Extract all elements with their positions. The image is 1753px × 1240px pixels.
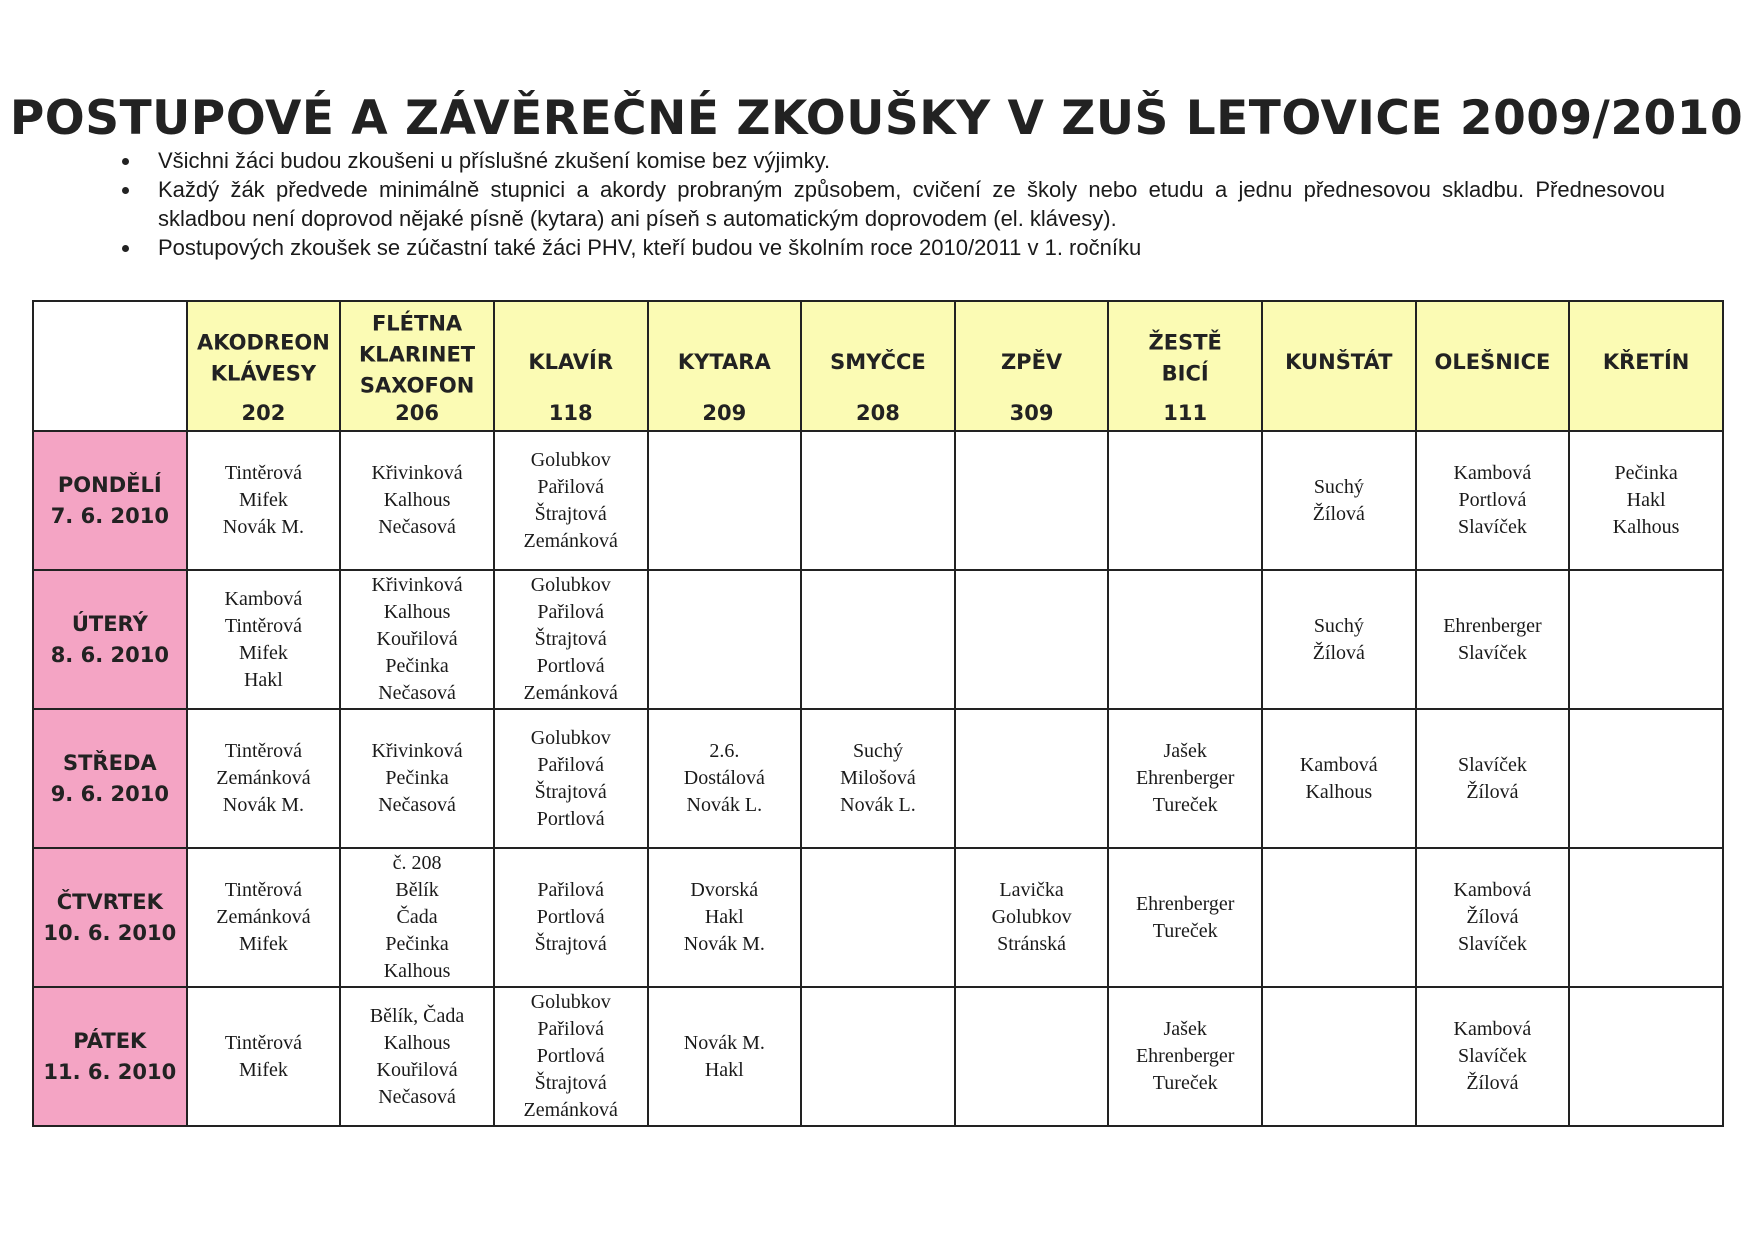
column-header bbox=[1416, 301, 1570, 431]
schedule-cell bbox=[1262, 987, 1416, 1126]
column-name: KŘETÍN bbox=[1602, 349, 1690, 374]
day-name: PÁTEK bbox=[73, 1028, 147, 1053]
teacher-name: Stránská bbox=[997, 933, 1066, 955]
teacher-name: Křivinková bbox=[371, 740, 463, 762]
teacher-name: Mifek bbox=[238, 489, 288, 511]
column-name: OLEŠNICE bbox=[1434, 349, 1551, 374]
teacher-name: č. 208 bbox=[392, 852, 442, 874]
teacher-name: Hakl bbox=[243, 668, 283, 691]
teacher-name: Jašek bbox=[1163, 740, 1207, 762]
column-name: KYTARA bbox=[677, 349, 771, 374]
column-header bbox=[955, 301, 1109, 431]
column-header bbox=[340, 301, 494, 431]
teacher-name: Suchý bbox=[1313, 614, 1364, 637]
table-row bbox=[33, 431, 1723, 570]
schedule-cell bbox=[1416, 570, 1570, 709]
schedule-cell bbox=[340, 709, 494, 848]
teacher-name: Žílová bbox=[1312, 641, 1365, 664]
column-room: 111 bbox=[1163, 401, 1208, 425]
schedule-cell bbox=[340, 848, 494, 987]
column-header bbox=[494, 301, 648, 431]
teacher-name: Žílová bbox=[1466, 906, 1519, 928]
schedule-cell bbox=[801, 709, 955, 848]
column-header bbox=[187, 301, 341, 431]
schedule-cell bbox=[187, 987, 341, 1126]
schedule-cell bbox=[1569, 848, 1723, 987]
schedule-cell bbox=[1416, 709, 1570, 848]
column-room: 209 bbox=[702, 401, 747, 425]
teacher-name: Štrajtová bbox=[534, 628, 607, 650]
teacher-name: Křivinková bbox=[371, 462, 463, 484]
schedule-cell bbox=[494, 987, 648, 1126]
teacher-name: Kambová bbox=[1299, 753, 1378, 776]
teacher-name: Pečinka bbox=[385, 655, 449, 677]
teacher-name: Golubkov bbox=[530, 574, 611, 596]
schedule-cell bbox=[1108, 848, 1262, 987]
schedule-cell bbox=[187, 709, 341, 848]
teacher-name: Kalhous bbox=[383, 1031, 451, 1054]
schedule-cell bbox=[1416, 848, 1570, 987]
teacher-name: Kalhous bbox=[383, 601, 451, 623]
teacher-name: Pařilová bbox=[537, 753, 605, 776]
teacher-name: Tureček bbox=[1152, 1072, 1218, 1094]
schedule-cell bbox=[955, 570, 1109, 709]
teacher-name: Štrajtová bbox=[534, 780, 607, 803]
schedule-cell bbox=[955, 709, 1109, 848]
teacher-name: Zemánková bbox=[523, 1099, 618, 1121]
schedule-cell bbox=[1569, 987, 1723, 1126]
teacher-name: Mifek bbox=[238, 641, 288, 664]
teacher-name: Novák M. bbox=[683, 1031, 765, 1054]
column-name: KLAVÍR bbox=[528, 349, 614, 374]
teacher-name: Nečasová bbox=[378, 1085, 456, 1108]
teacher-name: Portlová bbox=[536, 807, 605, 830]
teacher-name: Kambová bbox=[224, 587, 303, 610]
column-header bbox=[801, 301, 955, 431]
teacher-name: Žílová bbox=[1466, 1072, 1519, 1094]
teacher-name: Bělík bbox=[395, 879, 439, 901]
teacher-name: Tureček bbox=[1152, 794, 1218, 816]
teacher-name: Slavíček bbox=[1458, 933, 1527, 955]
schedule-cell bbox=[955, 987, 1109, 1126]
teacher-name: Slavíček bbox=[1458, 641, 1527, 664]
teacher-name: Tintěrová bbox=[224, 879, 302, 901]
column-header bbox=[1262, 301, 1416, 431]
teacher-name: Kouřilová bbox=[376, 1058, 458, 1081]
teacher-name: Tintěrová bbox=[224, 462, 302, 484]
teacher-name: Zemánková bbox=[216, 767, 311, 789]
teacher-name: Tintěrová bbox=[224, 614, 302, 637]
teacher-name: Suchý bbox=[852, 740, 903, 762]
teacher-name: Portlová bbox=[1458, 489, 1527, 511]
note-item: Každý žák předvede minimálně stupnici a akordy probraným způsobem, cvičení ze školy nebo etudu a jednu přednesovou skladbu. Přednesovou skladbou není doprovod nějaké písně (kytara) ani píseň s automatickým doprovodem (el. klávesy). bbox=[120, 175, 1665, 233]
teacher-name: Mifek bbox=[238, 1058, 288, 1081]
teacher-name: Golubkov bbox=[991, 906, 1072, 928]
column-room: 202 bbox=[241, 401, 286, 425]
table-row bbox=[33, 848, 1723, 987]
column-header bbox=[1108, 301, 1262, 431]
day-name: PONDĚLÍ bbox=[57, 472, 162, 497]
day-date: 9. 6. 2010 bbox=[50, 781, 169, 806]
teacher-name: Dvorská bbox=[690, 879, 759, 901]
teacher-name: Štrajtová bbox=[534, 1072, 607, 1094]
teacher-name: Milošová bbox=[840, 767, 916, 789]
teacher-name: Zemánková bbox=[523, 682, 618, 704]
schedule-cell bbox=[801, 570, 955, 709]
day-name: STŘEDA bbox=[62, 750, 157, 775]
day-date: 11. 6. 2010 bbox=[43, 1059, 177, 1084]
schedule-cell bbox=[1416, 431, 1570, 570]
note-item: Všichni žáci budou zkoušeni u příslušné zkušení komise bez výjimky. bbox=[120, 146, 1665, 175]
teacher-name: Dostálová bbox=[683, 767, 765, 789]
column-room: 309 bbox=[1009, 401, 1054, 425]
teacher-name: Křivinková bbox=[371, 574, 463, 596]
teacher-name: Portlová bbox=[536, 1045, 605, 1067]
day-date: 8. 6. 2010 bbox=[50, 642, 169, 667]
teacher-name: Kalhous bbox=[383, 489, 451, 511]
schedule-cell bbox=[494, 570, 648, 709]
schedule-cell bbox=[340, 431, 494, 570]
schedule-cell bbox=[1569, 709, 1723, 848]
teacher-name: Tintěrová bbox=[224, 740, 302, 762]
teacher-name: Slavíček bbox=[1458, 753, 1527, 776]
teacher-name: Bělík, Čada bbox=[369, 1004, 465, 1027]
teacher-name: Kalhous bbox=[383, 960, 451, 982]
column-header bbox=[1569, 301, 1723, 431]
schedule-cell bbox=[801, 987, 955, 1126]
teacher-name: Zemánková bbox=[216, 906, 311, 928]
schedule-cell bbox=[494, 709, 648, 848]
teacher-name: Pařilová bbox=[537, 475, 605, 498]
teacher-name: Hakl bbox=[1626, 489, 1666, 511]
teacher-name: Slavíček bbox=[1458, 1045, 1527, 1067]
schedule-cell bbox=[1416, 987, 1570, 1126]
teacher-name: Kambová bbox=[1453, 462, 1532, 484]
teacher-name: Novák M. bbox=[222, 516, 304, 538]
schedule-cell bbox=[1262, 848, 1416, 987]
column-name: AKODREON KLÁVESY bbox=[197, 330, 330, 386]
schedule-cell bbox=[187, 848, 341, 987]
schedule-cell bbox=[340, 570, 494, 709]
teacher-name: Portlová bbox=[536, 655, 605, 677]
teacher-name: Nečasová bbox=[378, 794, 456, 816]
teacher-name: Pečinka bbox=[385, 933, 449, 955]
schedule-cell bbox=[648, 987, 802, 1126]
teacher-name: Pečinka bbox=[1614, 462, 1678, 484]
teacher-name: Žílová bbox=[1466, 780, 1519, 803]
schedule-cell bbox=[801, 431, 955, 570]
corner-cell bbox=[33, 301, 187, 431]
day-name: ÚTERÝ bbox=[71, 611, 148, 636]
teacher-name: Nečasová bbox=[378, 682, 456, 704]
day-name: ČTVRTEK bbox=[56, 889, 163, 914]
column-room: 208 bbox=[856, 401, 900, 425]
teacher-name: Hakl bbox=[704, 906, 744, 928]
teacher-name: Hakl bbox=[704, 1058, 744, 1081]
schedule-cell bbox=[1108, 987, 1262, 1126]
schedule-cell bbox=[955, 431, 1109, 570]
teacher-name: Tureček bbox=[1152, 919, 1218, 942]
day-date: 10. 6. 2010 bbox=[43, 920, 177, 945]
header-row bbox=[33, 301, 1723, 431]
teacher-name: Slavíček bbox=[1458, 516, 1527, 538]
column-room: 206 bbox=[395, 401, 439, 425]
teacher-name: Pařilová bbox=[537, 1018, 605, 1040]
teacher-name: Pečinka bbox=[385, 767, 449, 789]
teacher-name: Novák M. bbox=[683, 933, 765, 955]
teacher-name: Golubkov bbox=[530, 448, 611, 471]
schedule-cell bbox=[801, 848, 955, 987]
schedule-cell bbox=[1569, 431, 1723, 570]
schedule-cell bbox=[648, 848, 802, 987]
schedule-cell bbox=[1108, 709, 1262, 848]
teacher-name: Mifek bbox=[238, 933, 288, 955]
day-cell bbox=[33, 431, 187, 570]
day-cell bbox=[33, 709, 187, 848]
teacher-name: Kalhous bbox=[1612, 516, 1680, 538]
teacher-name: Golubkov bbox=[530, 991, 611, 1013]
teacher-name: Čada bbox=[396, 906, 438, 928]
exam-schedule-table bbox=[32, 300, 1724, 1127]
teacher-name: Pařilová bbox=[537, 879, 605, 901]
teacher-name: Kouřilová bbox=[376, 628, 458, 650]
schedule-cell bbox=[648, 570, 802, 709]
schedule-body bbox=[33, 431, 1723, 1126]
schedule-cell bbox=[340, 987, 494, 1126]
column-name: FLÉTNA KLARINET SAXOFON bbox=[358, 311, 476, 398]
teacher-name: Portlová bbox=[536, 906, 605, 928]
page-title: POSTUPOVÉ A ZÁVĚREČNÉ ZKOUŠKY V ZUŠ LETOVICE 2009/2010 bbox=[9, 91, 1744, 147]
schedule-cell bbox=[1108, 431, 1262, 570]
schedule-cell bbox=[648, 709, 802, 848]
schedule-cell bbox=[955, 848, 1109, 987]
teacher-name: Štrajtová bbox=[534, 502, 607, 525]
schedule-cell bbox=[187, 431, 341, 570]
teacher-name: Golubkov bbox=[530, 726, 611, 749]
teacher-name: Kambová bbox=[1453, 1018, 1532, 1040]
teacher-name: Žílová bbox=[1312, 502, 1365, 525]
column-header bbox=[648, 301, 802, 431]
schedule-cell bbox=[648, 431, 802, 570]
schedule-cell bbox=[1262, 709, 1416, 848]
day-cell bbox=[33, 848, 187, 987]
teacher-name: Ehrenberger bbox=[1135, 1045, 1235, 1067]
teacher-name: 2.6. bbox=[709, 740, 740, 762]
table-row bbox=[33, 987, 1723, 1126]
column-name: ŽESTĚ BICÍ bbox=[1148, 330, 1222, 386]
teacher-name: Nečasová bbox=[378, 516, 456, 538]
day-date: 7. 6. 2010 bbox=[50, 503, 169, 528]
schedule-cell bbox=[1262, 431, 1416, 570]
notes-list bbox=[120, 146, 1665, 262]
schedule-cell bbox=[187, 570, 341, 709]
column-name: SMYČCE bbox=[830, 349, 926, 374]
teacher-name: Ehrenberger bbox=[1135, 892, 1235, 915]
teacher-name: Jašek bbox=[1163, 1018, 1207, 1040]
table-row bbox=[33, 570, 1723, 709]
column-name: KUNŠTÁT bbox=[1285, 349, 1393, 374]
teacher-name: Štrajtová bbox=[534, 933, 607, 955]
teacher-name: Novák L. bbox=[686, 794, 763, 816]
schedule-cell bbox=[1569, 570, 1723, 709]
schedule-cell bbox=[494, 848, 648, 987]
teacher-name: Pařilová bbox=[537, 601, 605, 623]
teacher-name: Zemánková bbox=[523, 529, 618, 552]
table-row bbox=[33, 709, 1723, 848]
schedule-cell bbox=[1108, 570, 1262, 709]
teacher-name: Ehrenberger bbox=[1443, 614, 1542, 637]
teacher-name: Tintěrová bbox=[224, 1031, 302, 1054]
column-name: ZPĚV bbox=[1000, 349, 1063, 374]
teacher-name: Kalhous bbox=[1305, 780, 1373, 803]
teacher-name: Ehrenberger bbox=[1135, 767, 1235, 789]
schedule-cell bbox=[1262, 570, 1416, 709]
teacher-name: Novák L. bbox=[840, 794, 916, 816]
teacher-name: Kambová bbox=[1453, 879, 1532, 901]
teacher-name: Novák M. bbox=[222, 794, 304, 816]
teacher-name: Lavička bbox=[999, 879, 1064, 901]
day-cell bbox=[33, 570, 187, 709]
schedule-cell bbox=[494, 431, 648, 570]
day-cell bbox=[33, 987, 187, 1126]
note-item: Postupových zkoušek se zúčastní také žáci PHV, kteří budou ve školním roce 2010/2011 v 1. ročníku bbox=[120, 233, 1665, 262]
column-room: 118 bbox=[548, 401, 593, 425]
teacher-name: Suchý bbox=[1313, 475, 1364, 498]
